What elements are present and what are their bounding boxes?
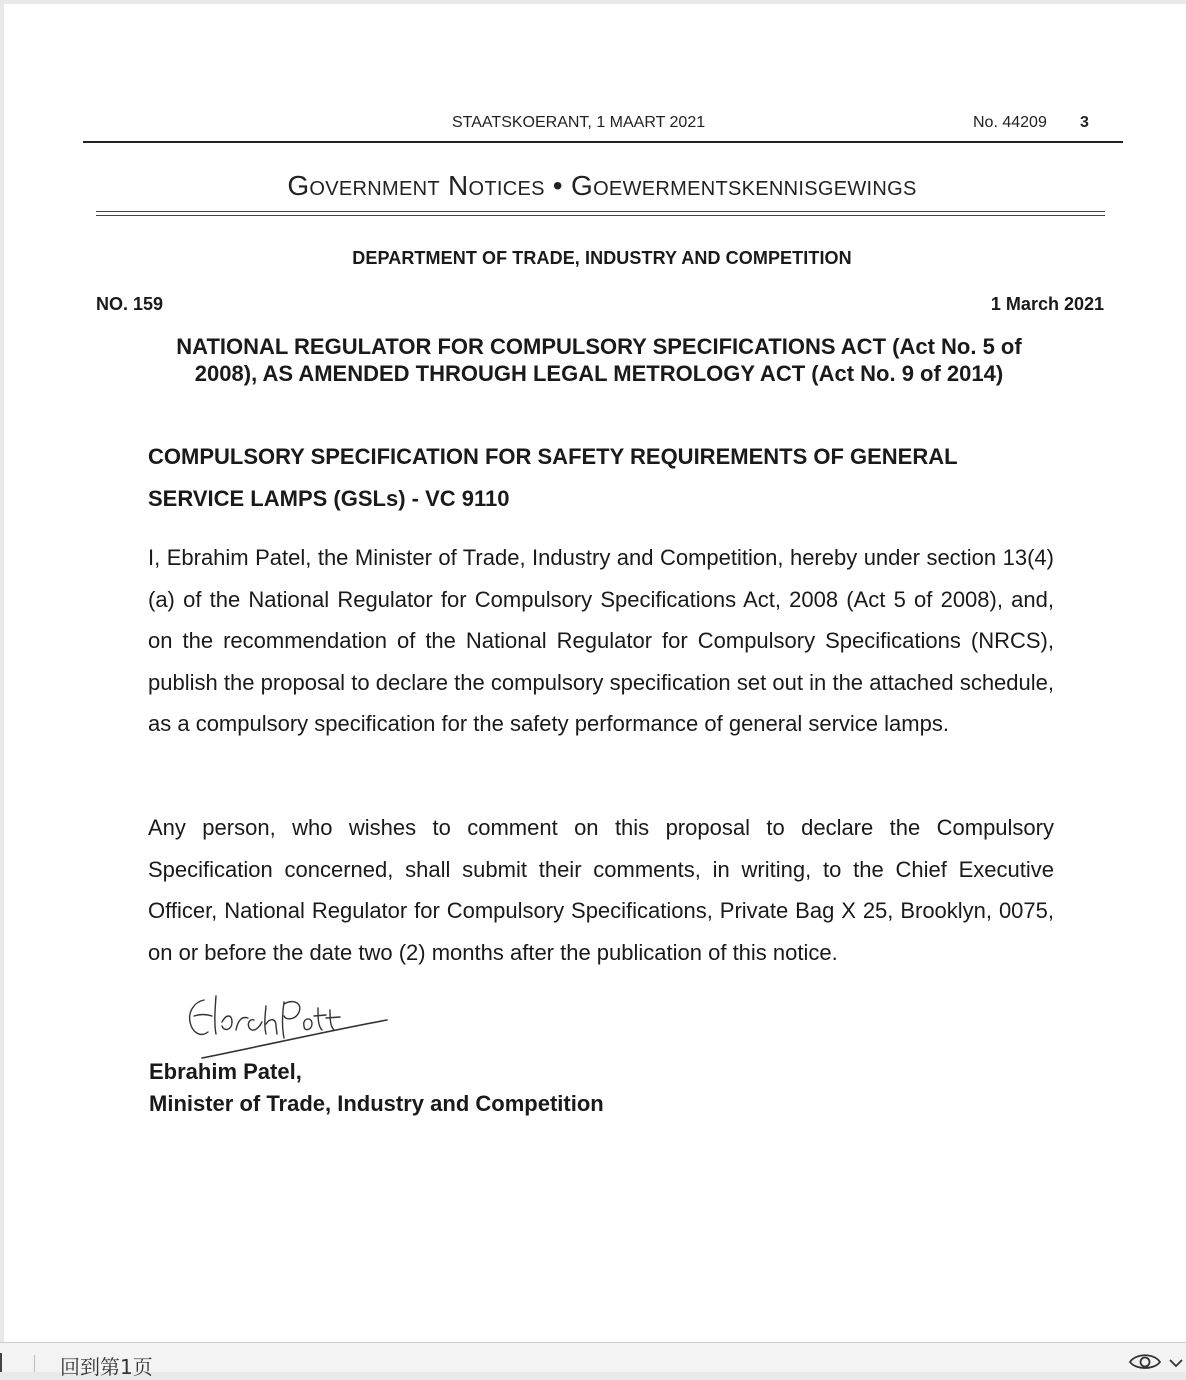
notice-number: NO. 159 <box>96 294 164 314</box>
signatory-title: Minister of Trade, Industry and Competition <box>149 1091 604 1116</box>
eye-icon[interactable] <box>1128 1351 1162 1371</box>
chevron-down-icon[interactable] <box>1169 1358 1183 1368</box>
cursor-marker <box>0 1353 2 1372</box>
paragraph-declaration: I, Ebrahim Patel, the Minister of Trade, Industry and Competition, hereby under section 13(4)(a) of the National Regulator for Compulsory Specifications Act, 2008 (Act 5 of 2008), and, on the recommendation of the National Regulator for Compulsory Specifications (NRCS), publish the proposal to declare the compulsory specification set out in the attached schedule, as a compulsory specification for the safety performance of general service lamps. <box>148 545 1054 737</box>
section-rule-upper <box>96 211 1105 212</box>
specification-title: COMPULSORY SPECIFICATION FOR SAFETY REQUIREMENTS OF GENERAL SERVICE LAMPS (GSLs) - VC 9110 <box>148 444 958 511</box>
section-rule-lower <box>96 215 1105 216</box>
header-rule <box>83 141 1123 143</box>
issue-number: No. 44209 <box>973 114 1047 131</box>
department-heading: DEPARTMENT OF TRADE, INDUSTRY AND COMPETITION <box>352 248 852 268</box>
viewer-status-bar <box>0 1342 1186 1379</box>
notice-date: 1 March 2021 <box>990 294 1104 314</box>
document-page <box>4 4 1186 1342</box>
signatory-name: Ebrahim Patel, <box>149 1059 302 1084</box>
paragraph-comments: Any person, who wishes to comment on this proposal to declare the Compulsory Specification concerned, shall submit their comments, in writing, to the Chief Executive Officer, National Regulator for Compulsory Specifications, Private Bag X 25, Brooklyn, 0075, on or before the date two (2) months after the publication of this notice. <box>148 815 1054 965</box>
act-title: NATIONAL REGULATOR FOR COMPULSORY SPECIFICATIONS ACT (Act No. 5 of 2008), AS AMENDED THROUGH LEGAL METROLOGY ACT (Act No. 9 of 2014) <box>176 334 1022 386</box>
section-title: Government Notices • Goewermentskennisgewings <box>287 170 917 201</box>
page-number: 3 <box>1080 114 1089 131</box>
status-divider <box>34 1355 35 1372</box>
gazette-header: STAATSKOERANT, 1 MAART 2021 <box>452 114 706 131</box>
back-to-first-page-button[interactable]: 回到第1页 <box>60 1355 153 1379</box>
